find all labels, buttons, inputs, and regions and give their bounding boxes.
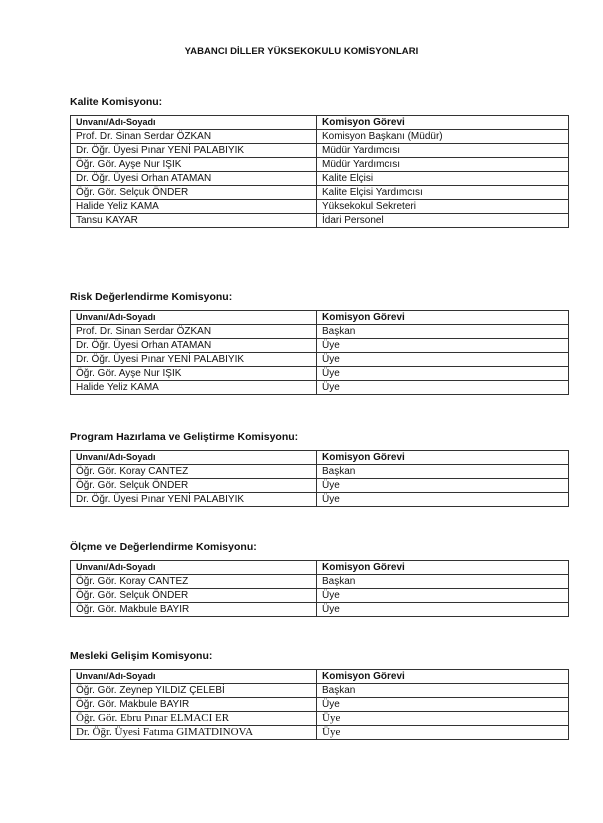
page-title: YABANCI DİLLER YÜKSEKOKULU KOMİSYONLARI	[184, 46, 419, 57]
table-row	[71, 684, 569, 698]
table-row	[71, 186, 569, 200]
table-row	[71, 381, 569, 395]
member-role: Üye	[317, 381, 569, 395]
column-header-name: Unvanı/Adı-Soyadı	[71, 451, 317, 465]
member-name: Öğr. Gör. Selçuk ÖNDER	[71, 479, 317, 493]
table-row	[71, 465, 569, 479]
column-header-role: Komisyon Görevi	[317, 311, 569, 325]
table-row	[71, 144, 569, 158]
member-role: Üye	[317, 353, 569, 367]
commission-table	[70, 310, 569, 395]
section-mesleki-gelisim-komisyonu	[70, 649, 562, 740]
member-name: Halide Yeliz KAMA	[71, 200, 317, 214]
member-name: Öğr. Gör. Selçuk ÖNDER	[71, 589, 317, 603]
table-row	[71, 575, 569, 589]
table-row	[71, 589, 569, 603]
member-name: Prof. Dr. Sinan Serdar ÖZKAN	[71, 130, 317, 144]
commission-table	[70, 560, 569, 617]
member-name: Dr. Öğr. Üyesi Orhan ATAMAN	[71, 339, 317, 353]
section-title: Program Hazırlama ve Geliştirme Komisyonu:	[70, 431, 299, 443]
member-name: Tansu KAYAR	[71, 214, 317, 228]
member-name: Prof. Dr. Sinan Serdar ÖZKAN	[71, 325, 317, 339]
table-row	[71, 325, 569, 339]
table-header-row	[71, 311, 569, 325]
table-header-row	[71, 451, 569, 465]
table-row	[71, 353, 569, 367]
section-title: Risk Değerlendirme Komisyonu:	[70, 291, 233, 303]
table-row	[71, 493, 569, 507]
member-role: Müdür Yardımcısı	[317, 158, 569, 172]
member-role: Başkan	[317, 684, 569, 698]
column-header-name: Unvanı/Adı-Soyadı	[71, 311, 317, 325]
member-role: Üye	[317, 712, 569, 726]
member-role: Üye	[317, 603, 569, 617]
member-role: Kalite Elçisi Yardımcısı	[317, 186, 569, 200]
column-header-name: Unvanı/Adı-Soyadı	[71, 116, 317, 130]
table-row	[71, 712, 569, 726]
table-row	[71, 214, 569, 228]
column-header-name: Unvanı/Adı-Soyadı	[71, 561, 317, 575]
table-header-row	[71, 561, 569, 575]
member-role: Üye	[317, 367, 569, 381]
table-row	[71, 200, 569, 214]
member-name: Dr. Öğr. Üyesi Fatıma GIMATDINOVA	[71, 726, 317, 740]
section-risk-degerlendirme-komisyonu	[70, 290, 562, 395]
member-name: Öğr. Gör. Ayşe Nur IŞIK	[71, 158, 317, 172]
member-role: Yüksekokul Sekreteri	[317, 200, 569, 214]
section-program-hazirlama-komisyonu	[70, 430, 562, 507]
table-row	[71, 172, 569, 186]
section-title: Kalite Komisyonu:	[70, 96, 163, 108]
section-olcme-degerlendirme-komisyonu	[70, 540, 562, 617]
column-header-role: Komisyon Görevi	[317, 116, 569, 130]
member-role: Kalite Elçisi	[317, 172, 569, 186]
member-name: Öğr. Gör. Makbule BAYIR	[71, 603, 317, 617]
member-role: Üye	[317, 726, 569, 740]
member-role: Başkan	[317, 325, 569, 339]
section-kalite-komisyonu	[70, 95, 562, 228]
member-name: Dr. Öğr. Üyesi Orhan ATAMAN	[71, 172, 317, 186]
commission-table	[70, 115, 569, 228]
commission-table	[70, 669, 569, 740]
table-header-row	[71, 116, 569, 130]
member-role: Başkan	[317, 465, 569, 479]
table-header-row	[71, 670, 569, 684]
commission-table	[70, 450, 569, 507]
column-header-role: Komisyon Görevi	[317, 451, 569, 465]
table-row	[71, 367, 569, 381]
member-name: Öğr. Gör. Koray CANTEZ	[71, 465, 317, 479]
member-name: Öğr. Gör. Selçuk ÖNDER	[71, 186, 317, 200]
member-role: Başkan	[317, 575, 569, 589]
member-role: Üye	[317, 479, 569, 493]
table-row	[71, 339, 569, 353]
member-name: Dr. Öğr. Üyesi Pınar YENİ PALABIYIK	[71, 353, 317, 367]
member-role: Üye	[317, 589, 569, 603]
table-row	[71, 130, 569, 144]
member-role: Üye	[317, 493, 569, 507]
table-row	[71, 603, 569, 617]
table-row	[71, 698, 569, 712]
member-role: Üye	[317, 698, 569, 712]
member-name: Öğr. Gör. Makbule BAYIR	[71, 698, 317, 712]
member-role: Üye	[317, 339, 569, 353]
member-name: Dr. Öğr. Üyesi Pınar YENİ PALABIYIK	[71, 493, 317, 507]
column-header-role: Komisyon Görevi	[317, 561, 569, 575]
member-name: Öğr. Gör. Koray CANTEZ	[71, 575, 317, 589]
section-title: Ölçme ve Değerlendirme Komisyonu:	[70, 541, 257, 553]
member-name: Öğr. Gör. Ayşe Nur IŞIK	[71, 367, 317, 381]
table-row	[71, 726, 569, 740]
member-role: Komisyon Başkanı (Müdür)	[317, 130, 569, 144]
section-title: Mesleki Gelişim Komisyonu:	[70, 650, 213, 662]
member-name: Halide Yeliz KAMA	[71, 381, 317, 395]
member-name: Öğr. Gör. Zeynep YILDIZ ÇELEBİ	[71, 684, 317, 698]
member-name: Öğr. Gör. Ebru Pınar ELMACI ER	[71, 712, 317, 726]
member-role: İdari Personel	[317, 214, 569, 228]
column-header-name: Unvanı/Adı-Soyadı	[71, 670, 317, 684]
member-name: Dr. Öğr. Üyesi Pınar YENİ PALABIYIK	[71, 144, 317, 158]
table-row	[71, 158, 569, 172]
table-row	[71, 479, 569, 493]
member-role: Müdür Yardımcısı	[317, 144, 569, 158]
column-header-role: Komisyon Görevi	[317, 670, 569, 684]
